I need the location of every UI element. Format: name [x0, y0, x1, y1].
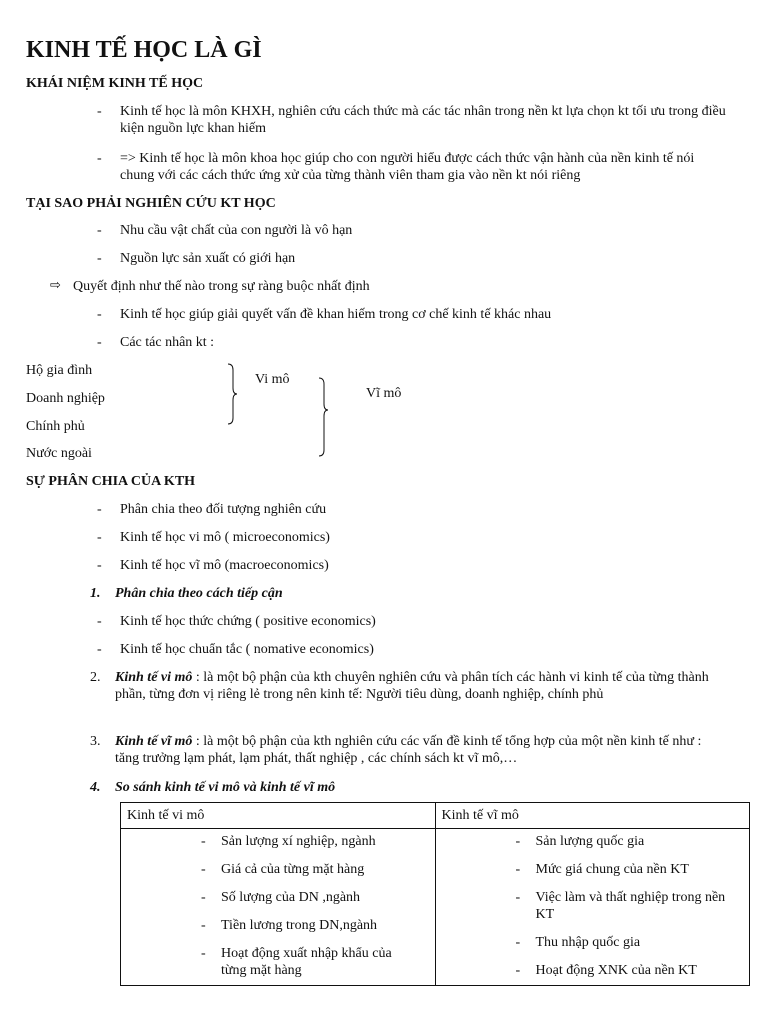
- list-item: - Kinh tế học là môn KHXH, nghiên cứu cách thức mà các tác nhân trong nền kt lựa chọn kt tối ưu trong điều kiện nguồn lực khan hiếm: [97, 104, 726, 136]
- list-item: - Giá cả của từng mặt hàng: [201, 862, 365, 877]
- list-item: - Hoạt động xuất nhập khẩu của từng mặt hàng: [201, 946, 392, 978]
- brace-vi-mo: [228, 364, 237, 424]
- table-cell-vi-mo: [121, 829, 436, 986]
- table-header: Kinh tế vĩ mô: [435, 803, 750, 829]
- list-item: - Nguồn lực sản xuất có giới hạn: [97, 251, 296, 266]
- list-item: - Hoạt động XNK của nền KT: [515, 963, 697, 978]
- list-item: - Kinh tế học thức chứng ( positive economics): [97, 614, 376, 629]
- dash-bullet: -: [97, 335, 102, 350]
- dash-bullet: -: [97, 642, 102, 657]
- agent-label: Hộ gia đình: [26, 363, 93, 378]
- table-header-row: [121, 803, 750, 829]
- section-heading-khai-niem: KHÁI NIỆM KINH TẾ HỌC: [26, 76, 204, 91]
- section-heading-phan-chia: SỰ PHÂN CHIA CỦA KTH: [26, 474, 196, 489]
- agent-label: Doanh nghiệp: [26, 391, 105, 406]
- table-header: Kinh tế vi mô: [121, 803, 436, 829]
- section-heading-tai-sao: TẠI SAO PHẢI NGHIÊN CỨU KT HỌC: [26, 196, 276, 211]
- table-row: [121, 829, 750, 986]
- dash-bullet: -: [97, 307, 102, 322]
- list-item: - Mức giá chung của nền KT: [515, 862, 689, 877]
- page-title: KINH TẾ HỌC LÀ GÌ: [26, 37, 262, 63]
- comparison-table: [120, 802, 750, 986]
- dash-bullet: -: [97, 104, 102, 119]
- list-item: - Kinh tế học vĩ mô (macroeconomics): [97, 558, 329, 573]
- dash-bullet: -: [97, 614, 102, 629]
- table-cell-vi-mo-macro: [435, 829, 750, 986]
- dash-bullet: -: [97, 558, 102, 573]
- list-item: - => Kinh tế học là môn khoa học giúp cho con người hiểu được cách thức vận hành của nền kinh tế nói chung với các cách thức ứng xử của từng thành viên tham gia vào nền kt nói riêng: [97, 151, 695, 183]
- list-item: - Kinh tế học giúp giải quyết vấn đề khan hiếm trong cơ chế kinh tế khác nhau: [97, 307, 552, 322]
- agent-label: Nước ngoài: [26, 446, 92, 461]
- list-item: - Số lượng của DN ,ngành: [201, 890, 361, 905]
- term: Kinh tế vĩ mô: [115, 734, 193, 749]
- numbered-paragraph: 3. Kinh tế vĩ mô : là một bộ phận của kth nghiên cứu các vấn đề kinh tế tổng hợp của một nền kinh tế như : tăng trưởng lạm phát, lạm phát, thất nghiệp , các chính sách kt vĩ mô,…: [90, 734, 702, 766]
- list-item: - Tiền lương trong DN,ngành: [201, 918, 378, 933]
- arrow-right-icon: ⇨: [50, 278, 61, 293]
- list-item: - Việc làm và thất nghiệp trong nền KT: [515, 890, 726, 922]
- list-item: - Các tác nhân kt :: [97, 335, 215, 350]
- dash-bullet: -: [97, 251, 102, 266]
- arrow-list-item: ⇨ Quyết định như thế nào trong sự ràng buộc nhất định: [50, 278, 370, 294]
- list-item: - Sản lượng quốc gia: [515, 834, 645, 849]
- dash-bullet: -: [97, 530, 102, 545]
- agent-label: Chính phủ: [26, 419, 85, 434]
- dash-bullet: -: [97, 223, 102, 238]
- dash-bullet: -: [97, 502, 102, 517]
- list-item: - Nhu cầu vật chất của con người là vô hạn: [97, 223, 353, 238]
- list-item: - Kinh tế học chuẩn tắc ( nomative economics): [97, 642, 374, 657]
- list-item: - Thu nhập quốc gia: [515, 935, 641, 950]
- list-item: - Sản lượng xí nghiệp, ngành: [201, 834, 376, 849]
- numbered-heading: 1. Phân chia theo cách tiếp cận: [90, 586, 283, 601]
- list-item: - Kinh tế học vi mô ( microeconomics): [97, 530, 330, 545]
- term: Kinh tế vi mô: [115, 670, 193, 685]
- list-item: - Phân chia theo đối tượng nghiên cứu: [97, 502, 327, 517]
- numbered-heading: 4. So sánh kinh tế vi mô và kinh tế vĩ mô: [90, 780, 336, 795]
- dash-bullet: -: [97, 151, 102, 166]
- brace-vi-mo-macro: [319, 378, 328, 456]
- vi-mo-label: Vi mô: [255, 372, 290, 387]
- vi-mo-macro-label: Vĩ mô: [366, 386, 402, 401]
- numbered-paragraph: 2. Kinh tế vi mô : là một bộ phận của kth chuyên nghiên cứu và phân tích các hành vi kinh tế của từng thành phần, từng đơn vị riêng lẻ trong nên kinh tế: Người tiêu dùng, doanh nghiệp, chính phủ: [90, 670, 709, 702]
